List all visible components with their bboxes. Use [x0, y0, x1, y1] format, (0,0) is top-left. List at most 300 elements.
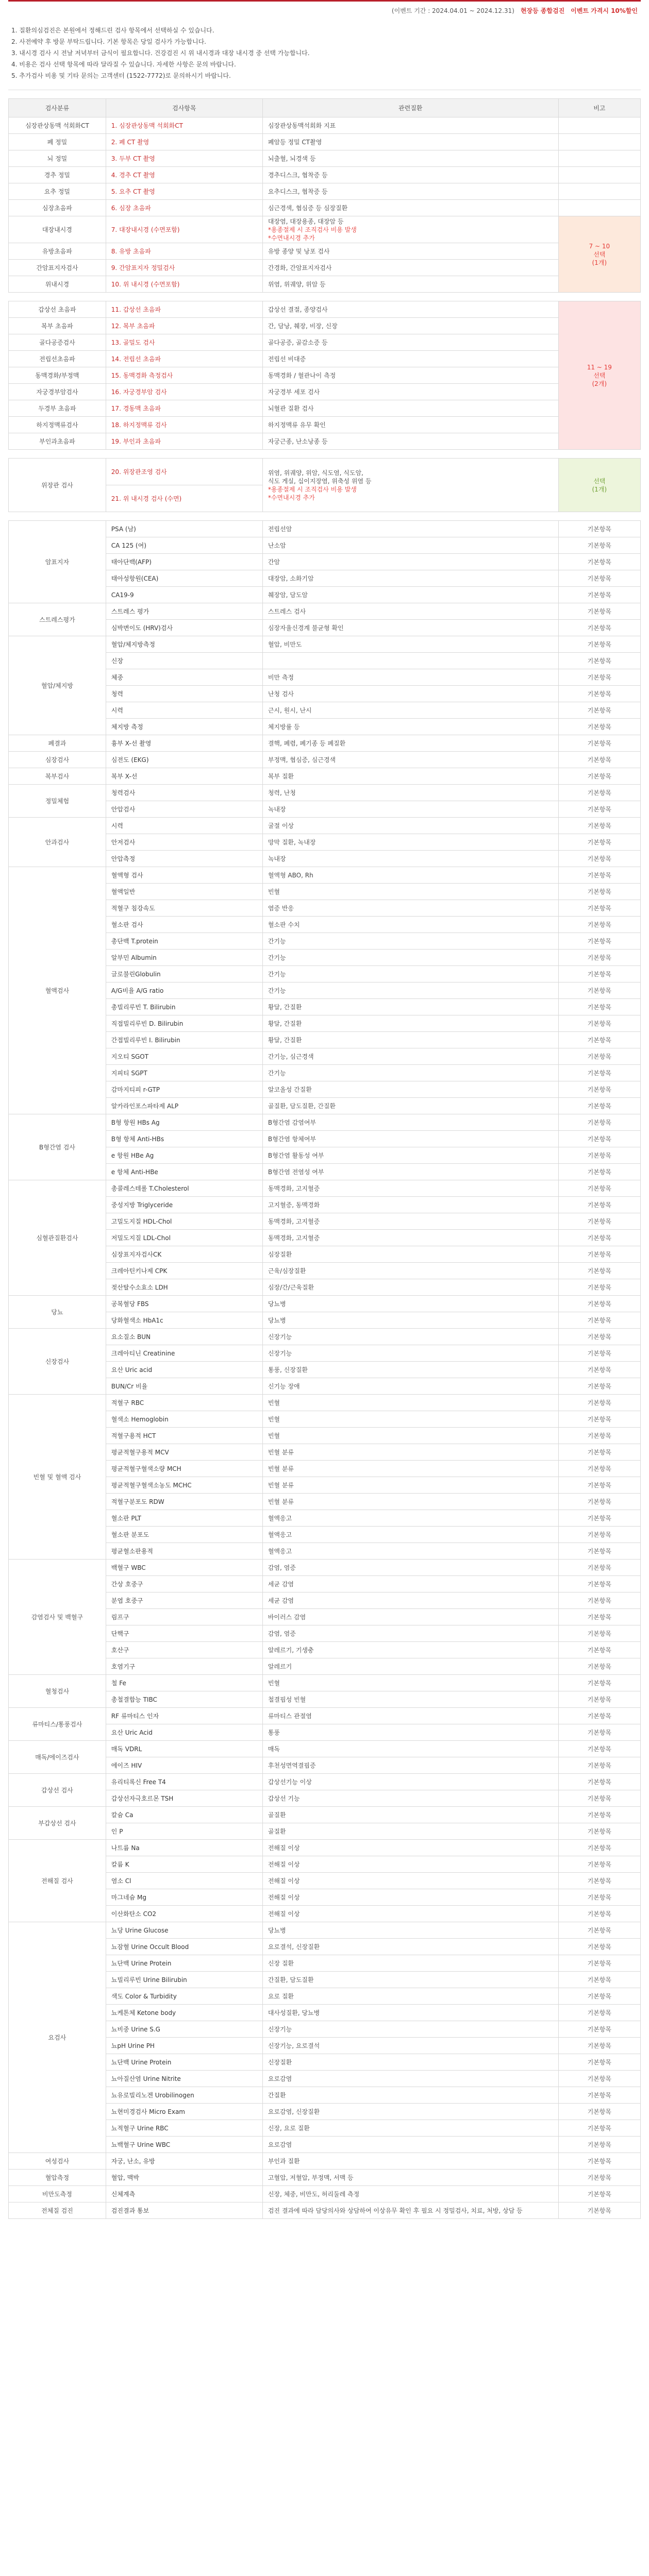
basic-item: 뇨유로빌리노겐 Urobilinogen [106, 2087, 262, 2104]
basic-item: 나트륨 Na [106, 1840, 262, 1856]
notice-item: 2. 사전예약 후 방문 부탁드립니다. 기본 항목은 당일 검사가 가능합니다. [11, 38, 206, 45]
basic-label: 기본항목 [558, 1461, 640, 1477]
basic-disease: 대장암, 소화기암 [262, 570, 558, 587]
basic-disease: 간기능 [262, 966, 558, 982]
basic-label: 기본항목 [558, 1213, 640, 1230]
basic-disease: 골질환 [262, 1807, 558, 1823]
basic-category: 당뇨 [9, 1296, 106, 1329]
basic-item: 마그네슘 Mg [106, 1889, 262, 1906]
basic-disease: 염증 반응 [262, 900, 558, 917]
basic-item: 뇨비중 Urine S.G [106, 2021, 262, 2038]
disease-text: 심근경색, 협심증 등 심장질환 [268, 204, 348, 212]
row-item: 19. 부인과 초음파 [106, 433, 262, 450]
basic-disease: 망막 질환, 녹내장 [262, 834, 558, 851]
table-row [9, 768, 641, 785]
basic-item: CA19-9 [106, 587, 262, 603]
row-category: 심장초음파 [9, 200, 106, 216]
group3-item-2: 21. 위 내시경 검사 (수면) [106, 485, 262, 512]
basic-item: PSA (남) [106, 521, 262, 537]
basic-label: 기본항목 [558, 1889, 640, 1906]
optional-exam-table [8, 98, 641, 293]
basic-label: 기본항목 [558, 900, 640, 917]
table-header [9, 99, 641, 117]
basic-label: 기본항목 [558, 1675, 640, 1691]
row-disease: 전립선 비대증 [262, 351, 558, 367]
basic-disease: 당뇨병 [262, 1296, 558, 1312]
row-item: 9. 간암표지자 정밀검사 [106, 260, 262, 276]
basic-disease: 요로감염 [262, 2071, 558, 2087]
basic-item: 심장표지자검사CK [106, 1246, 262, 1263]
basic-disease: 간기능, 심근경색 [262, 1048, 558, 1065]
basic-item: 당화혈색소 HbA1c [106, 1312, 262, 1329]
basic-disease: 류마티스 관절염 [262, 1708, 558, 1724]
basic-item: 청력 [106, 686, 262, 702]
basic-label: 기본항목 [558, 982, 640, 999]
basic-disease: 전해질 이상 [262, 1840, 558, 1856]
row-item: 6. 심장 초음파 [106, 200, 262, 216]
basic-disease: 근시, 원시, 난시 [262, 702, 558, 719]
row-disease: 동맥경화 / 혈관나이 측정 [262, 367, 558, 384]
row-disease [262, 167, 558, 183]
table-row [9, 167, 641, 183]
basic-disease: 빈혈 분류 [262, 1477, 558, 1494]
basic-disease: 고지혈증, 동맥경화 [262, 1197, 558, 1213]
basic-label: 기본항목 [558, 1180, 640, 1197]
basic-item: 중성지방 Triglyceride [106, 1197, 262, 1213]
basic-label: 기본항목 [558, 999, 640, 1015]
basic-item: 뇨잠혈 Urine Occult Blood [106, 1939, 262, 1955]
table-row [9, 117, 641, 134]
basic-item: 스트레스 평가 [106, 603, 262, 620]
basic-label: 기본항목 [558, 1081, 640, 1098]
table-row [9, 1840, 641, 1856]
basic-disease: 알레르기, 기생충 [262, 1642, 558, 1658]
basic-disease: 신장, 요로 질환 [262, 2120, 558, 2137]
basic-label: 기본항목 [558, 1362, 640, 1378]
basic-item: RF 류마티스 인자 [106, 1708, 262, 1724]
basic-label: 기본항목 [558, 1823, 640, 1840]
basic-label: 기본항목 [558, 1856, 640, 1873]
basic-label: 기본항목 [558, 1263, 640, 1279]
table-row [9, 243, 641, 260]
basic-item: 단핵구 [106, 1625, 262, 1642]
basic-item: 림프구 [106, 1609, 262, 1625]
basic-disease: B형간염 전염성 여부 [262, 1164, 558, 1180]
row-item: 15. 동맥경화 측정검사 [106, 367, 262, 384]
basic-disease: 황달, 간질환 [262, 1015, 558, 1032]
basic-label: 기본항목 [558, 1625, 640, 1642]
basic-label: 기본항목 [558, 537, 640, 554]
basic-item: 심박변이도 (HRV)검사 [106, 620, 262, 636]
row-disease [262, 150, 558, 167]
basic-label: 기본항목 [558, 1312, 640, 1329]
table-row [9, 1807, 641, 1823]
basic-item: 알부민 Albumin [106, 950, 262, 966]
basic-label: 기본항목 [558, 1576, 640, 1592]
basic-label: 기본항목 [558, 1114, 640, 1131]
basic-label: 기본항목 [558, 1378, 640, 1395]
package-title: 현장등 종합검진 [520, 7, 565, 14]
table-row [9, 735, 641, 752]
basic-disease: 혈액응고 [262, 1527, 558, 1543]
group3-table [8, 458, 641, 512]
notice-list [8, 20, 641, 90]
basic-category: 혈압/체지방 [9, 636, 106, 735]
basic-item: 뇨pH Urine PH [106, 2038, 262, 2054]
row-category: 간암표지자검사 [9, 260, 106, 276]
basic-label: 기본항목 [558, 851, 640, 867]
group3-extra-1: *용종절제 시 조직검사 비용 발생 [268, 485, 357, 493]
basic-label: 기본항목 [558, 1032, 640, 1048]
basic-disease: 녹내장 [262, 801, 558, 818]
basic-item: 검진결과 통보 [106, 2202, 262, 2219]
header-cat: 검사분류 [9, 99, 106, 117]
basic-item: e 항원 HBe Ag [106, 1147, 262, 1164]
row-note-empty [558, 150, 640, 167]
table-row [9, 2170, 641, 2186]
basic-item: 뇨아질산염 Urine Nitrite [106, 2071, 262, 2087]
basic-disease: 전해질 이상 [262, 1856, 558, 1873]
table-row [9, 351, 641, 367]
basic-item: 총단백 T.protein [106, 933, 262, 950]
basic-disease: 부정맥, 협심증, 심근경색 [262, 752, 558, 768]
basic-item: 호염기구 [106, 1658, 262, 1675]
table-row [9, 301, 641, 318]
basic-label: 기본항목 [558, 1147, 640, 1164]
basic-label: 기본항목 [558, 1477, 640, 1494]
basic-label: 기본항목 [558, 1543, 640, 1560]
basic-item: 뇨현미경검사 Micro Exam [106, 2104, 262, 2120]
group3-disease-line1: 위염, 위궤양, 위암, 식도염, 식도암, [268, 469, 363, 477]
row-note-empty [558, 200, 640, 216]
basic-item: 혈압/체지방측정 [106, 636, 262, 653]
basic-disease: 전해질 이상 [262, 1873, 558, 1889]
basic-item: 안저검사 [106, 834, 262, 851]
basic-item: 신체계측 [106, 2186, 262, 2202]
basic-item: 뇨케톤체 Ketone body [106, 2005, 262, 2021]
basic-disease: 간질환, 담도질환 [262, 1972, 558, 1988]
basic-disease: 혈액응고 [262, 1510, 558, 1527]
basic-item: 안압측정 [106, 851, 262, 867]
basic-item: 유리티록신 Free T4 [106, 1774, 262, 1790]
basic-label: 기본항목 [558, 735, 640, 752]
table-row [9, 1296, 641, 1312]
basic-category: 심장검사 [9, 752, 106, 768]
basic-item: 체지방 측정 [106, 719, 262, 735]
basic-label: 기본항목 [558, 1724, 640, 1741]
group3-disease [262, 459, 558, 512]
basic-item: 뇨적혈구 Urine RBC [106, 2120, 262, 2137]
basic-item: 적혈구분포도 RDW [106, 1494, 262, 1510]
basic-label: 기본항목 [558, 669, 640, 686]
table-row [9, 417, 641, 433]
basic-disease: 동맥경화, 고지혈증 [262, 1213, 558, 1230]
row-disease: 갑상선 결절, 종양검사 [262, 301, 558, 318]
basic-label: 기본항목 [558, 917, 640, 933]
row-category: 갑상선 초음파 [9, 301, 106, 318]
table-row [9, 459, 641, 485]
basic-label: 기본항목 [558, 587, 640, 603]
row-category: 두경부 초음파 [9, 400, 106, 417]
row-disease [262, 216, 558, 243]
basic-item: 알카라인포스파타제 ALP [106, 1098, 262, 1114]
row-category: 자궁경부암검사 [9, 384, 106, 400]
table-row [9, 867, 641, 884]
basic-label: 기본항목 [558, 1279, 640, 1296]
basic-label: 기본항목 [558, 1906, 640, 1922]
basic-category: 매독/에이즈검사 [9, 1741, 106, 1774]
basic-label: 기본항목 [558, 1807, 640, 1823]
basic-label: 기본항목 [558, 1345, 640, 1362]
basic-label: 기본항목 [558, 1296, 640, 1312]
row-category: 대장내시경 [9, 216, 106, 243]
row-disease [262, 183, 558, 200]
table-row [9, 752, 641, 768]
basic-category: 암표지자 [9, 521, 106, 603]
optional-exam-section [8, 98, 641, 293]
row-disease [262, 260, 558, 276]
basic-disease: 전해질 이상 [262, 1906, 558, 1922]
basic-label: 기본항목 [558, 2153, 640, 2170]
basic-disease: 심장자율신경계 불균형 확인 [262, 620, 558, 636]
table-row [9, 150, 641, 167]
basic-label: 기본항목 [558, 1922, 640, 1939]
disease-text: 요추디스크, 협착증 등 [268, 188, 328, 195]
basic-label: 기본항목 [558, 1246, 640, 1263]
row-disease: 골다공증, 골감소증 등 [262, 334, 558, 351]
table-row [9, 521, 641, 537]
row-item: 8. 유방 초음파 [106, 243, 262, 260]
row-item: 18. 하지정맥류 검사 [106, 417, 262, 433]
basic-label: 기본항목 [558, 1708, 640, 1724]
basic-label: 기본항목 [558, 1395, 640, 1411]
basic-disease: 신장질환 [262, 2054, 558, 2071]
basic-disease: 스트레스 검사 [262, 603, 558, 620]
basic-item: 혈액일반 [106, 884, 262, 900]
basic-item: 신장 [106, 653, 262, 669]
table-row [9, 433, 641, 450]
basic-item: 적혈구 RBC [106, 1395, 262, 1411]
basic-category: 혈액검사 [9, 867, 106, 1114]
basic-disease: 요로감염, 신장질환 [262, 2104, 558, 2120]
basic-disease: 간기능 [262, 950, 558, 966]
basic-label: 기본항목 [558, 966, 640, 982]
basic-label: 기본항목 [558, 768, 640, 785]
disease-extra: *용종절제 시 조직검사 비용 발생 *수면내시경 추가 [268, 226, 357, 242]
basic-label: 기본항목 [558, 2170, 640, 2186]
basic-item: 크레아틴키나제 CPK [106, 1263, 262, 1279]
table-row [9, 134, 641, 150]
basic-label: 기본항목 [558, 884, 640, 900]
header-item: 검사항목 [106, 99, 262, 117]
basic-item: 혈액형 검사 [106, 867, 262, 884]
basic-disease: 빈혈 [262, 1675, 558, 1691]
disease-text: 유방 종양 및 낭포 검사 [268, 247, 330, 255]
basic-item: 체중 [106, 669, 262, 686]
basic-item: 인 P [106, 1823, 262, 1840]
basic-disease: 결핵, 폐렴, 폐기종 등 폐질환 [262, 735, 558, 752]
table-row [9, 1180, 641, 1197]
table-row [9, 2202, 641, 2219]
row-item: 10. 위 내시경 (수면포함) [106, 276, 262, 293]
basic-item: 이산화탄소 CO2 [106, 1906, 262, 1922]
basic-disease: 신장기능 [262, 2021, 558, 2038]
disease-text: 대장염, 대장용종, 대장암 등 [268, 217, 344, 225]
basic-disease: 췌장암, 담도암 [262, 587, 558, 603]
basic-item: 뇨빌리루빈 Urine Bilirubin [106, 1972, 262, 1988]
group3-disease-line2: 식도 게실, 십이지장염, 위축성 위염 등 [268, 477, 372, 485]
row-item: 5. 요추 CT 촬영 [106, 183, 262, 200]
row-item: 2. 폐 CT 촬영 [106, 134, 262, 150]
basic-item: 저밀도지질 LDL-Chol [106, 1230, 262, 1246]
basic-item: 요소질소 BUN [106, 1329, 262, 1345]
basic-label: 기본항목 [558, 1527, 640, 1543]
notice-item: 4. 비용은 검사 선택 항목에 따라 달라질 수 있습니다. 자세한 사항은 문의 바랍니다. [11, 61, 236, 68]
row-category: 부인과초음파 [9, 433, 106, 450]
basic-category: 부갑상선 검사 [9, 1807, 106, 1840]
event-period: (이벤트 기간 : 2024.04.01 ~ 2024.12.31) [391, 7, 514, 14]
basic-disease: B형간염 활동성 여부 [262, 1147, 558, 1164]
basic-category: 신장검사 [9, 1329, 106, 1395]
basic-disease: 매독 [262, 1741, 558, 1757]
basic-label: 기본항목 [558, 1015, 640, 1032]
basic-item: 염소 Cl [106, 1873, 262, 1889]
table-row [9, 603, 641, 620]
row-note-empty [558, 183, 640, 200]
basic-item: 적혈구 침강속도 [106, 900, 262, 917]
basic-label: 기본항목 [558, 1560, 640, 1576]
table-row [9, 1114, 641, 1131]
group2-note: 11 ~ 19 선택 (2개) [558, 301, 640, 450]
basic-exam-table [8, 520, 641, 2219]
basic-disease: 빈혈 [262, 1395, 558, 1411]
basic-category: 안과검사 [9, 818, 106, 867]
row-item: 17. 경동맥 초음파 [106, 400, 262, 417]
basic-item: 크레아티닌 Creatinine [106, 1345, 262, 1362]
basic-disease: 혈액형 ABO, Rh [262, 867, 558, 884]
basic-item: B형 항원 HBs Ag [106, 1114, 262, 1131]
basic-label: 기본항목 [558, 2104, 640, 2120]
basic-item: 철 Fe [106, 1675, 262, 1691]
basic-item: 적혈구용적 HCT [106, 1428, 262, 1444]
row-category: 골다공증검사 [9, 334, 106, 351]
row-category: 요추 정밀 [9, 183, 106, 200]
basic-label: 기본항목 [558, 636, 640, 653]
basic-category: 여성검사 [9, 2153, 106, 2170]
row-disease: 간, 담낭, 췌장, 비장, 신장 [262, 318, 558, 334]
basic-item: 총빌리루빈 T. Bilirubin [106, 999, 262, 1015]
basic-item: 안압검사 [106, 801, 262, 818]
basic-disease: 신장기능 [262, 1345, 558, 1362]
basic-disease: 황달, 간질환 [262, 1032, 558, 1048]
basic-label: 기본항목 [558, 1197, 640, 1213]
row-item: 13. 골밀도 검사 [106, 334, 262, 351]
group3-cat: 위장관 검사 [9, 459, 106, 512]
basic-item: 칼슘 Ca [106, 1807, 262, 1823]
basic-disease: 난소암 [262, 537, 558, 554]
row-disease [262, 134, 558, 150]
basic-disease: 신기능 장애 [262, 1378, 558, 1395]
basic-disease: 빈혈 분류 [262, 1461, 558, 1477]
row-item: 14. 전립선 초음파 [106, 351, 262, 367]
basic-label: 기본항목 [558, 1411, 640, 1428]
basic-label: 기본항목 [558, 801, 640, 818]
notice-item: 5. 추가검사 비용 및 기타 문의는 고객센터 (1522-7772)로 문의하시기 바랍니다. [11, 72, 231, 79]
basic-item: e 항체 Anti-HBe [106, 1164, 262, 1180]
basic-disease: 황달, 간질환 [262, 999, 558, 1015]
basic-label: 기본항목 [558, 686, 640, 702]
group3-note: 선택 (1개) [558, 459, 640, 512]
basic-category: 심혈관질환검사 [9, 1180, 106, 1296]
basic-disease: 당뇨병 [262, 1922, 558, 1939]
basic-disease: 동맥경화, 고지혈증 [262, 1230, 558, 1246]
row-category: 동맥경화/부정맥 [9, 367, 106, 384]
group2-table [8, 301, 641, 450]
basic-item: 지오티 SGOT [106, 1048, 262, 1065]
basic-disease: 굴절 이상 [262, 818, 558, 834]
basic-disease: 갑상선 기능 [262, 1790, 558, 1807]
basic-label: 기본항목 [558, 653, 640, 669]
basic-disease: 동맥경화, 고지혈증 [262, 1180, 558, 1197]
basic-disease: 복부 질환 [262, 768, 558, 785]
basic-label: 기본항목 [558, 1955, 640, 1972]
table-row [9, 785, 641, 801]
basic-disease: 녹내장 [262, 851, 558, 867]
basic-disease: 빈혈 [262, 884, 558, 900]
basic-disease: 심장/간/근육질환 [262, 1279, 558, 1296]
basic-label: 기본항목 [558, 1592, 640, 1609]
basic-disease: 간기능 [262, 933, 558, 950]
basic-label: 기본항목 [558, 1939, 640, 1955]
basic-disease: 빈혈 [262, 1411, 558, 1428]
table-row [9, 200, 641, 216]
sale-text: 이벤트 가격시 10%할인 [571, 7, 638, 14]
row-note-empty [558, 167, 640, 183]
table-row [9, 1560, 641, 1576]
row-category: 전립선초음파 [9, 351, 106, 367]
basic-label: 기본항목 [558, 2120, 640, 2137]
basic-disease: 빈혈 분류 [262, 1444, 558, 1461]
basic-disease: 체지방률 등 [262, 719, 558, 735]
basic-label: 기본항목 [558, 867, 640, 884]
basic-disease: 바이러스 감염 [262, 1609, 558, 1625]
basic-disease: 검진 결과에 따라 담당의사와 상담하여 이상유무 확인 후 필요 시 정밀검사, 치료, 처방, 상담 등 [262, 2202, 558, 2219]
basic-disease: 감염, 염증 [262, 1625, 558, 1642]
basic-category: 폐결과 [9, 735, 106, 752]
basic-label: 기본항목 [558, 1494, 640, 1510]
basic-label: 기본항목 [558, 2137, 640, 2153]
basic-label: 기본항목 [558, 1757, 640, 1774]
header-disease: 관련질환 [262, 99, 558, 117]
basic-disease: 요로 질환 [262, 1988, 558, 2005]
basic-disease: 부인과 질환 [262, 2153, 558, 2170]
basic-disease: 난청 검사 [262, 686, 558, 702]
basic-item: 시력 [106, 818, 262, 834]
disease-text: 간경화, 간암표지자검사 [268, 264, 332, 272]
basic-item: 지피티 SGPT [106, 1065, 262, 1081]
notice-item: 3. 내시경 검사 시 전날 저녁부터 금식이 필요합니다. 건강검진 시 위 내시경과 대장 내시경 중 선택 가능합니다. [11, 49, 310, 57]
basic-item: A/G비율 A/G ratio [106, 982, 262, 999]
row-item: 4. 경추 CT 촬영 [106, 167, 262, 183]
basic-item: BUN/Cr 비율 [106, 1378, 262, 1395]
basic-label: 기본항목 [558, 1790, 640, 1807]
basic-category: 전체질 검진 [9, 2202, 106, 2219]
table-row [9, 1774, 641, 1790]
table-row [9, 318, 641, 334]
row-item: 1. 심장관상동맥 석회화CT [106, 117, 262, 134]
basic-item: 공복혈당 FBS [106, 1296, 262, 1312]
basic-item: 고밀도지질 HDL-Chol [106, 1213, 262, 1230]
